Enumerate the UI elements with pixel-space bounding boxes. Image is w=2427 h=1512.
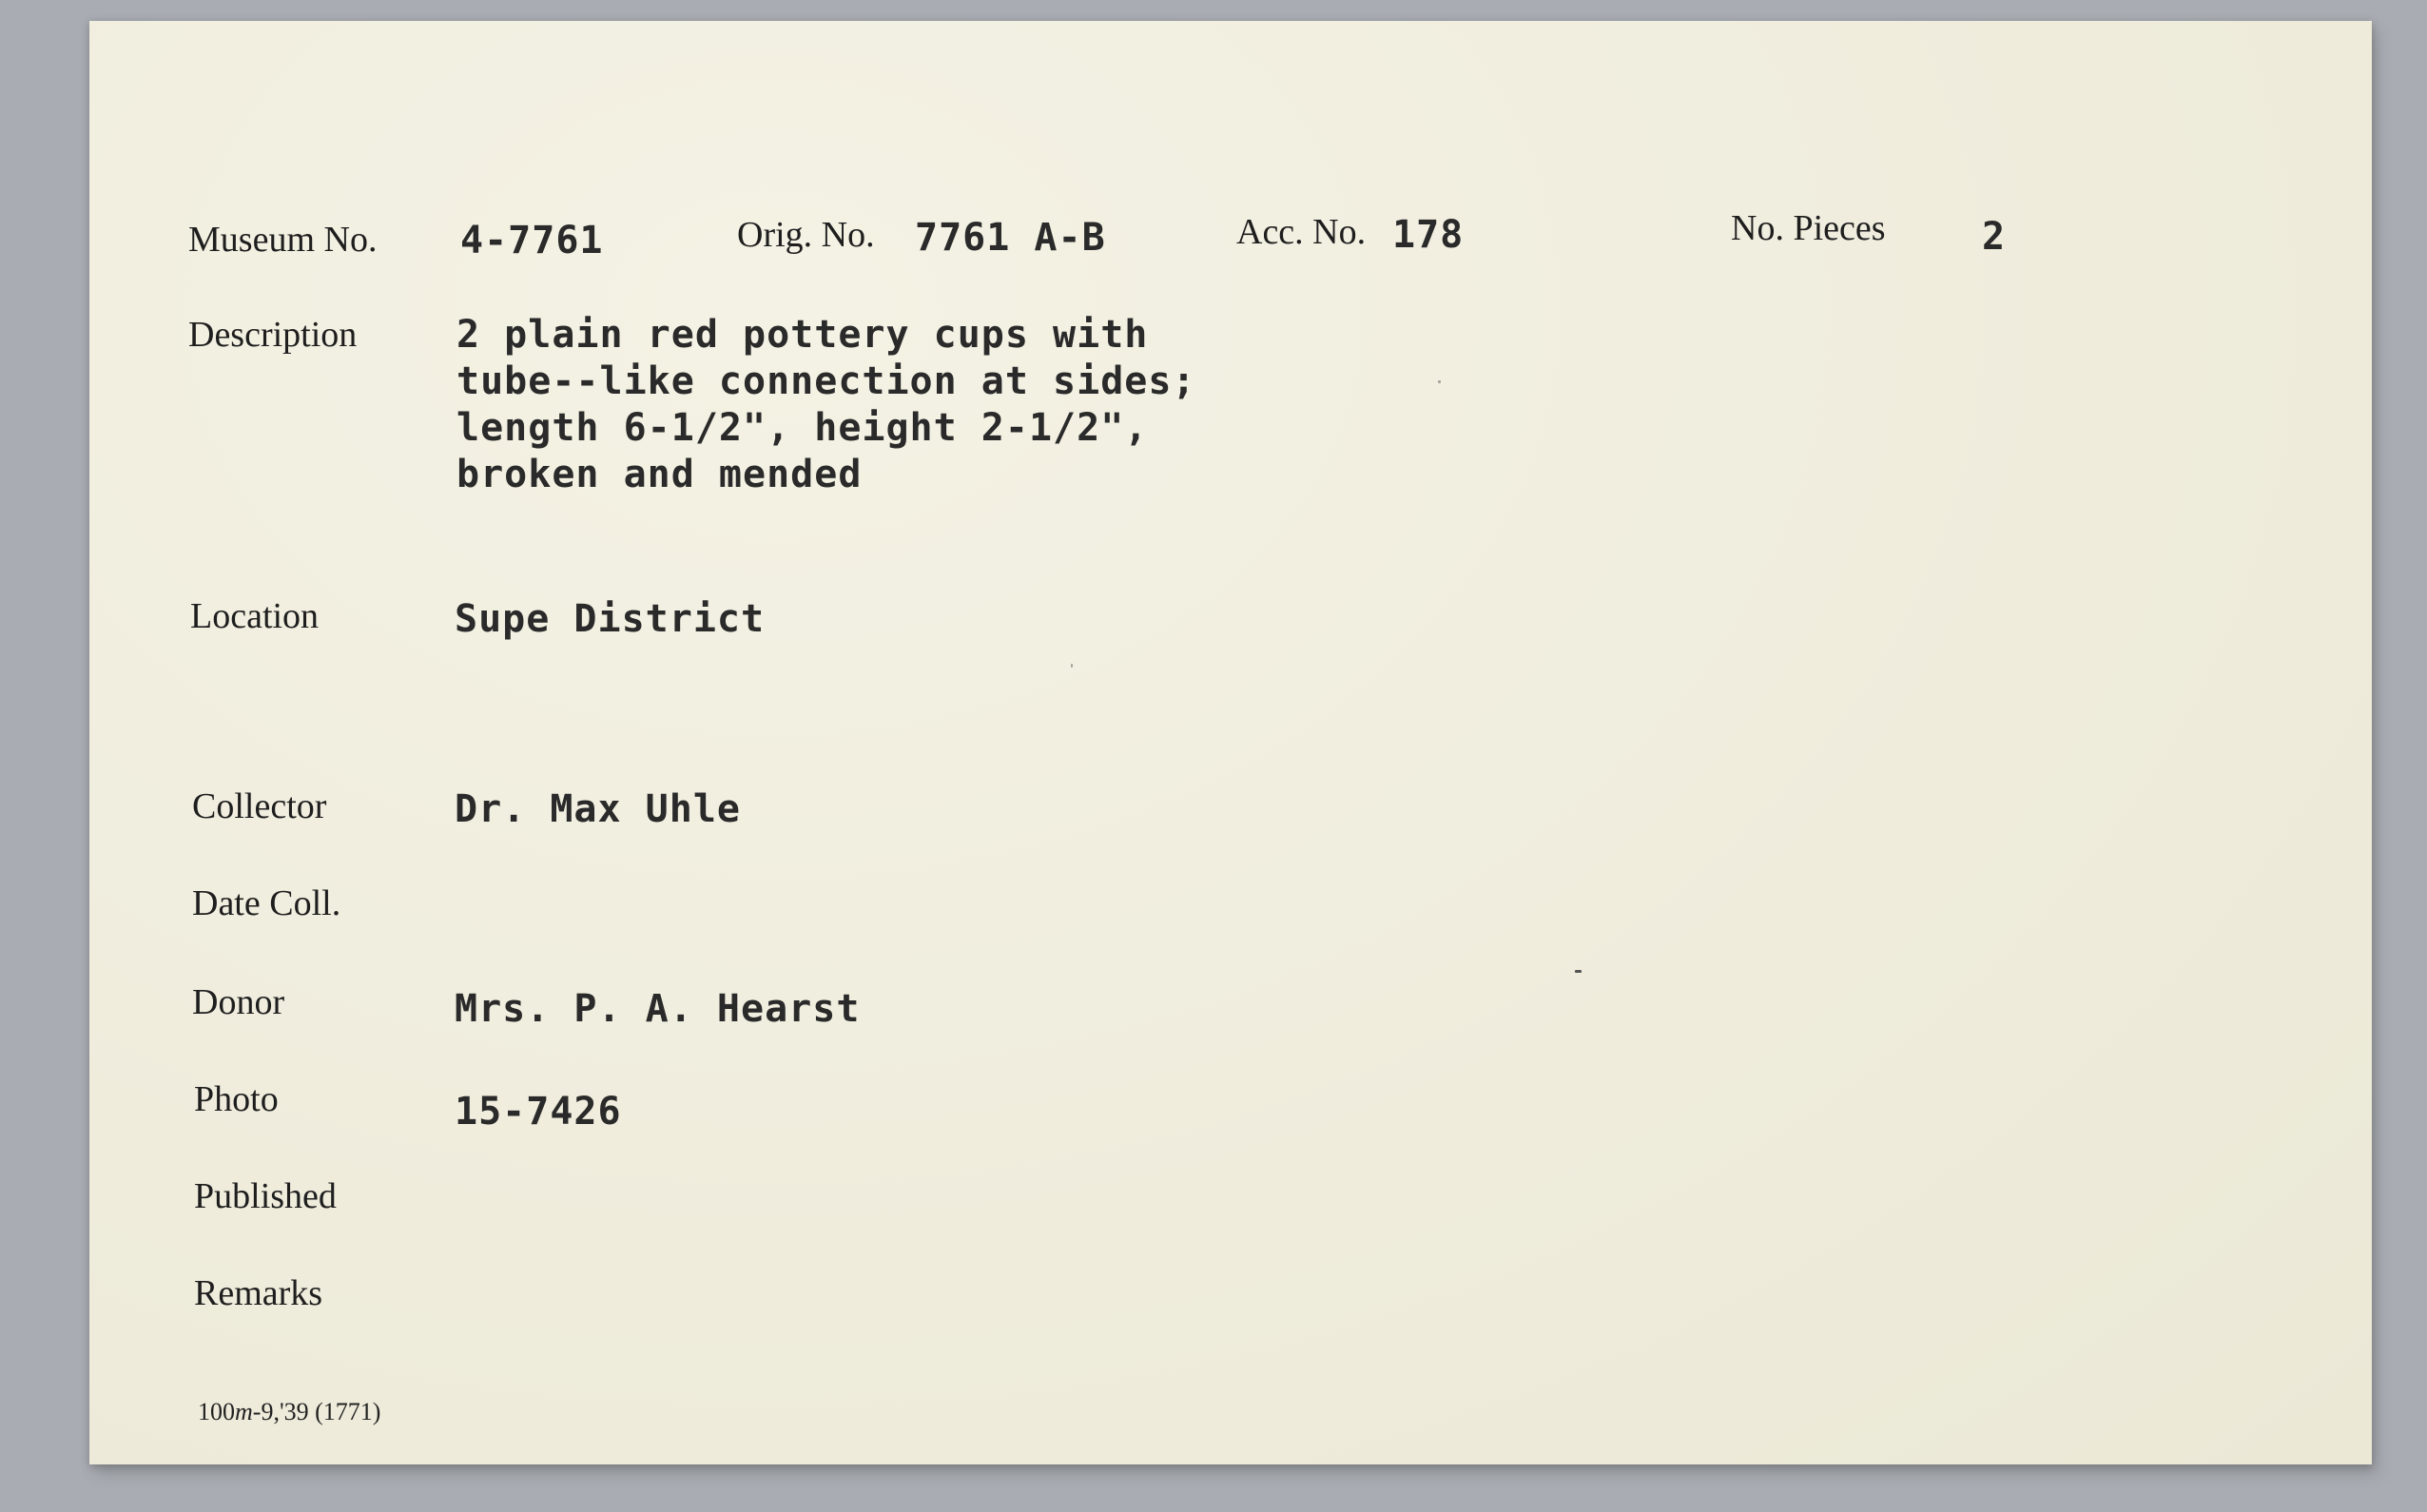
location-value: Supe District (455, 597, 766, 641)
description-text (456, 312, 1196, 498)
donor-label: Donor (192, 982, 285, 1022)
donor-value: Mrs. P. A. Hearst (455, 987, 861, 1031)
description-line: broken and mended (456, 453, 863, 496)
acc-no-label: Acc. No. (1236, 212, 1367, 252)
print-code-suffix: -9,'39 (1771) (252, 1398, 381, 1425)
catalog-card (89, 21, 2372, 1464)
description-line: length 6-1/2", height 2-1/2", (456, 406, 1149, 450)
museum-no-label: Museum No. (188, 220, 378, 260)
museum-no-value: 4-7761 (460, 219, 604, 262)
print-code-prefix: 100 (198, 1398, 235, 1425)
date-coll-label: Date Coll. (192, 883, 341, 923)
orig-no-value: 7761 A-B (915, 216, 1106, 260)
print-code (198, 1398, 380, 1426)
card-speck (1071, 664, 1073, 668)
photo-value: 15-7426 (455, 1090, 622, 1134)
location-label: Location (190, 596, 320, 636)
description-line: tube--like connection at sides; (456, 359, 1196, 403)
collector-value: Dr. Max Uhle (455, 787, 741, 831)
orig-no-label: Orig. No. (737, 215, 875, 255)
description-line: 2 plain red pottery cups with (456, 313, 1149, 357)
collector-label: Collector (192, 786, 327, 826)
card-speck (1438, 380, 1441, 383)
card-speck (1575, 970, 1582, 973)
acc-no-value: 178 (1392, 213, 1465, 257)
photo-label: Photo (194, 1079, 279, 1119)
no-pieces-value: 2 (1982, 215, 2007, 259)
published-label: Published (194, 1176, 337, 1216)
remarks-label: Remarks (194, 1273, 323, 1313)
no-pieces-label: No. Pieces (1731, 208, 1886, 248)
print-code-italic: m (235, 1398, 253, 1425)
description-label: Description (188, 315, 358, 355)
